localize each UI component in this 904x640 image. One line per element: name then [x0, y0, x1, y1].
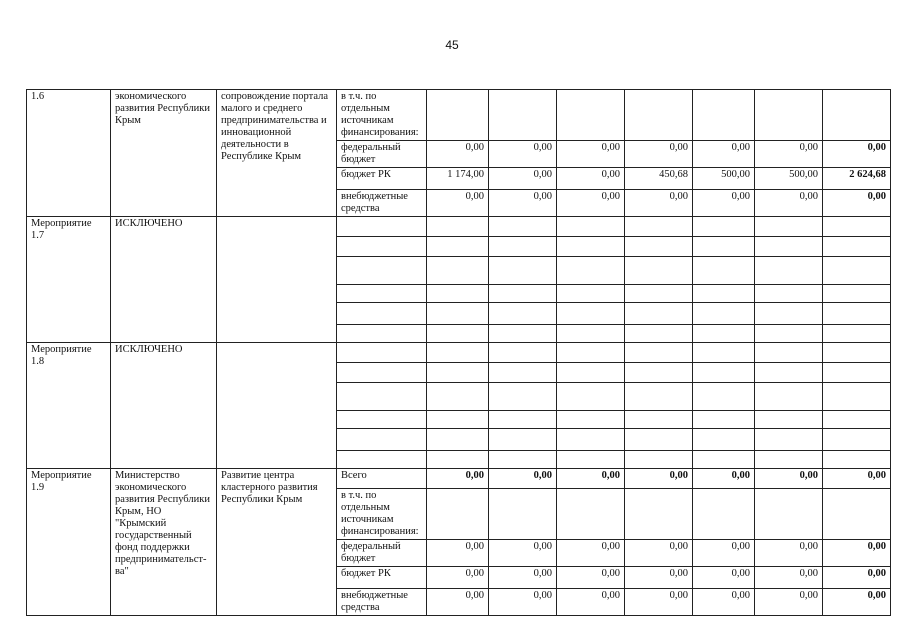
- funding-source-cell: [337, 343, 427, 363]
- total-value-cell: [823, 451, 891, 469]
- funding-source-cell: [337, 411, 427, 429]
- total-value-cell: 0,00: [823, 141, 891, 168]
- value-cell: [557, 489, 625, 540]
- value-cell: [427, 237, 489, 257]
- value-cell: 0,00: [693, 190, 755, 217]
- total-value-cell: 2 624,68: [823, 168, 891, 190]
- funding-source-cell: Всего: [337, 469, 427, 489]
- value-cell: 0,00: [755, 589, 823, 616]
- value-cell: [625, 343, 693, 363]
- funding-source-cell: [337, 217, 427, 237]
- value-cell: [755, 429, 823, 451]
- value-cell: [693, 411, 755, 429]
- value-cell: 0,00: [625, 567, 693, 589]
- page-number: 45: [445, 38, 459, 52]
- total-value-cell: [823, 343, 891, 363]
- value-cell: 500,00: [693, 168, 755, 190]
- funding-source-cell: [337, 325, 427, 343]
- value-cell: [557, 451, 625, 469]
- value-cell: [489, 343, 557, 363]
- value-cell: [557, 429, 625, 451]
- total-value-cell: 0,00: [823, 469, 891, 489]
- value-cell: [755, 217, 823, 237]
- total-value-cell: [823, 429, 891, 451]
- description-cell: Развитие центра кластерного развития Республики Крым: [217, 469, 337, 616]
- total-value-cell: [823, 285, 891, 303]
- value-cell: [557, 325, 625, 343]
- value-cell: [625, 411, 693, 429]
- value-cell: [557, 411, 625, 429]
- value-cell: [489, 237, 557, 257]
- value-cell: [755, 383, 823, 411]
- value-cell: 0,00: [427, 540, 489, 567]
- value-cell: 0,00: [427, 567, 489, 589]
- value-cell: 0,00: [693, 141, 755, 168]
- funding-source-cell: федеральный бюджет: [337, 540, 427, 567]
- value-cell: [557, 257, 625, 285]
- total-value-cell: [823, 411, 891, 429]
- funding-source-cell: в т.ч. по отдельным источникам финансирования:: [337, 90, 427, 141]
- value-cell: [755, 343, 823, 363]
- value-cell: 0,00: [693, 589, 755, 616]
- value-cell: 0,00: [489, 589, 557, 616]
- total-value-cell: [823, 363, 891, 383]
- value-cell: [489, 303, 557, 325]
- value-cell: 0,00: [755, 190, 823, 217]
- total-value-cell: [823, 303, 891, 325]
- value-cell: 0,00: [557, 540, 625, 567]
- value-cell: 0,00: [557, 190, 625, 217]
- funding-source-cell: [337, 429, 427, 451]
- value-cell: [489, 257, 557, 285]
- value-cell: [755, 411, 823, 429]
- value-cell: [427, 285, 489, 303]
- value-cell: [427, 383, 489, 411]
- value-cell: 0,00: [557, 469, 625, 489]
- value-cell: [625, 237, 693, 257]
- value-cell: 0,00: [625, 141, 693, 168]
- value-cell: [557, 90, 625, 141]
- value-cell: [557, 343, 625, 363]
- value-cell: 0,00: [625, 190, 693, 217]
- value-cell: [625, 489, 693, 540]
- total-value-cell: [823, 257, 891, 285]
- value-cell: [625, 257, 693, 285]
- value-cell: [693, 489, 755, 540]
- value-cell: [755, 285, 823, 303]
- value-cell: 0,00: [693, 540, 755, 567]
- value-cell: [489, 383, 557, 411]
- value-cell: 0,00: [625, 540, 693, 567]
- funding-source-cell: федеральный бюджет: [337, 141, 427, 168]
- value-cell: [755, 257, 823, 285]
- value-cell: [557, 363, 625, 383]
- value-cell: [693, 237, 755, 257]
- value-cell: 0,00: [427, 589, 489, 616]
- value-cell: [755, 90, 823, 141]
- value-cell: [427, 489, 489, 540]
- value-cell: [489, 325, 557, 343]
- funding-source-cell: в т.ч. по отдельным источникам финансирования:: [337, 489, 427, 540]
- total-value-cell: [823, 217, 891, 237]
- value-cell: 0,00: [755, 540, 823, 567]
- value-cell: [557, 303, 625, 325]
- executor-cell: Министерство экономического развития Республики Крым, НО "Крымский государственный фонд поддержки предпринимательст-ва": [111, 469, 217, 616]
- code-cell: Мероприятие 1.8: [27, 343, 111, 469]
- value-cell: [489, 285, 557, 303]
- code-cell: Мероприятие 1.9: [27, 469, 111, 616]
- funding-source-cell: [337, 237, 427, 257]
- value-cell: 0,00: [427, 469, 489, 489]
- value-cell: 1 174,00: [427, 168, 489, 190]
- table-row: [27, 217, 891, 237]
- value-cell: 0,00: [693, 567, 755, 589]
- table-row: [27, 343, 891, 363]
- value-cell: [427, 217, 489, 237]
- funding-source-cell: [337, 363, 427, 383]
- value-cell: [427, 325, 489, 343]
- funding-source-cell: бюджет РК: [337, 567, 427, 589]
- funding-source-cell: [337, 285, 427, 303]
- value-cell: 0,00: [755, 141, 823, 168]
- value-cell: 0,00: [557, 589, 625, 616]
- value-cell: 450,68: [625, 168, 693, 190]
- funding-source-cell: [337, 451, 427, 469]
- value-cell: 0,00: [755, 567, 823, 589]
- value-cell: [693, 285, 755, 303]
- total-value-cell: [823, 383, 891, 411]
- value-cell: [755, 363, 823, 383]
- value-cell: [427, 451, 489, 469]
- value-cell: 0,00: [557, 168, 625, 190]
- value-cell: [427, 411, 489, 429]
- total-value-cell: 0,00: [823, 190, 891, 217]
- value-cell: 0,00: [625, 469, 693, 489]
- value-cell: [427, 429, 489, 451]
- value-cell: [489, 363, 557, 383]
- value-cell: 0,00: [489, 190, 557, 217]
- funding-source-cell: [337, 383, 427, 411]
- funding-source-cell: бюджет РК: [337, 168, 427, 190]
- value-cell: [625, 383, 693, 411]
- value-cell: 0,00: [427, 190, 489, 217]
- description-cell: сопровождение портала малого и среднего предпринимательства и инновационной деятельности в Республике Крым: [217, 90, 337, 217]
- value-cell: [427, 343, 489, 363]
- value-cell: 0,00: [557, 141, 625, 168]
- value-cell: [625, 285, 693, 303]
- executor-cell: ИСКЛЮЧЕНО: [111, 217, 217, 343]
- executor-cell: экономического развития Республики Крым: [111, 90, 217, 217]
- value-cell: [693, 451, 755, 469]
- value-cell: [427, 90, 489, 141]
- value-cell: [625, 217, 693, 237]
- value-cell: 0,00: [489, 567, 557, 589]
- value-cell: [427, 363, 489, 383]
- value-cell: [693, 363, 755, 383]
- value-cell: 0,00: [489, 540, 557, 567]
- value-cell: 0,00: [489, 469, 557, 489]
- budget-table: [26, 89, 891, 616]
- value-cell: [693, 90, 755, 141]
- value-cell: [557, 383, 625, 411]
- value-cell: [693, 429, 755, 451]
- value-cell: [625, 325, 693, 343]
- value-cell: [557, 217, 625, 237]
- funding-source-cell: [337, 257, 427, 285]
- total-value-cell: 0,00: [823, 567, 891, 589]
- value-cell: [693, 303, 755, 325]
- value-cell: [557, 285, 625, 303]
- value-cell: 0,00: [427, 141, 489, 168]
- funding-source-cell: внебюджетные средства: [337, 190, 427, 217]
- value-cell: 0,00: [693, 469, 755, 489]
- value-cell: 0,00: [755, 469, 823, 489]
- value-cell: [693, 217, 755, 237]
- value-cell: [557, 237, 625, 257]
- code-cell: Мероприятие 1.7: [27, 217, 111, 343]
- table-row: [27, 90, 891, 141]
- table-body: [27, 90, 891, 616]
- value-cell: [427, 303, 489, 325]
- value-cell: [489, 429, 557, 451]
- funding-source-cell: внебюджетные средства: [337, 589, 427, 616]
- value-cell: [755, 237, 823, 257]
- table-row: [27, 469, 891, 489]
- value-cell: [693, 383, 755, 411]
- value-cell: [489, 411, 557, 429]
- executor-cell: ИСКЛЮЧЕНО: [111, 343, 217, 469]
- value-cell: [755, 451, 823, 469]
- value-cell: 0,00: [489, 168, 557, 190]
- value-cell: [755, 303, 823, 325]
- value-cell: [693, 257, 755, 285]
- value-cell: [625, 303, 693, 325]
- description-cell: [217, 217, 337, 343]
- value-cell: 500,00: [755, 168, 823, 190]
- value-cell: 0,00: [557, 567, 625, 589]
- value-cell: [625, 451, 693, 469]
- value-cell: [755, 325, 823, 343]
- value-cell: [625, 363, 693, 383]
- value-cell: [625, 429, 693, 451]
- total-value-cell: [823, 325, 891, 343]
- value-cell: [489, 451, 557, 469]
- total-value-cell: [823, 90, 891, 141]
- code-cell: 1.6: [27, 90, 111, 217]
- total-value-cell: 0,00: [823, 589, 891, 616]
- total-value-cell: [823, 489, 891, 540]
- value-cell: [755, 489, 823, 540]
- value-cell: [489, 489, 557, 540]
- value-cell: [427, 257, 489, 285]
- value-cell: [693, 343, 755, 363]
- funding-source-cell: [337, 303, 427, 325]
- value-cell: 0,00: [625, 589, 693, 616]
- total-value-cell: 0,00: [823, 540, 891, 567]
- value-cell: [489, 217, 557, 237]
- total-value-cell: [823, 237, 891, 257]
- description-cell: [217, 343, 337, 469]
- value-cell: [489, 90, 557, 141]
- value-cell: [625, 90, 693, 141]
- value-cell: 0,00: [489, 141, 557, 168]
- value-cell: [693, 325, 755, 343]
